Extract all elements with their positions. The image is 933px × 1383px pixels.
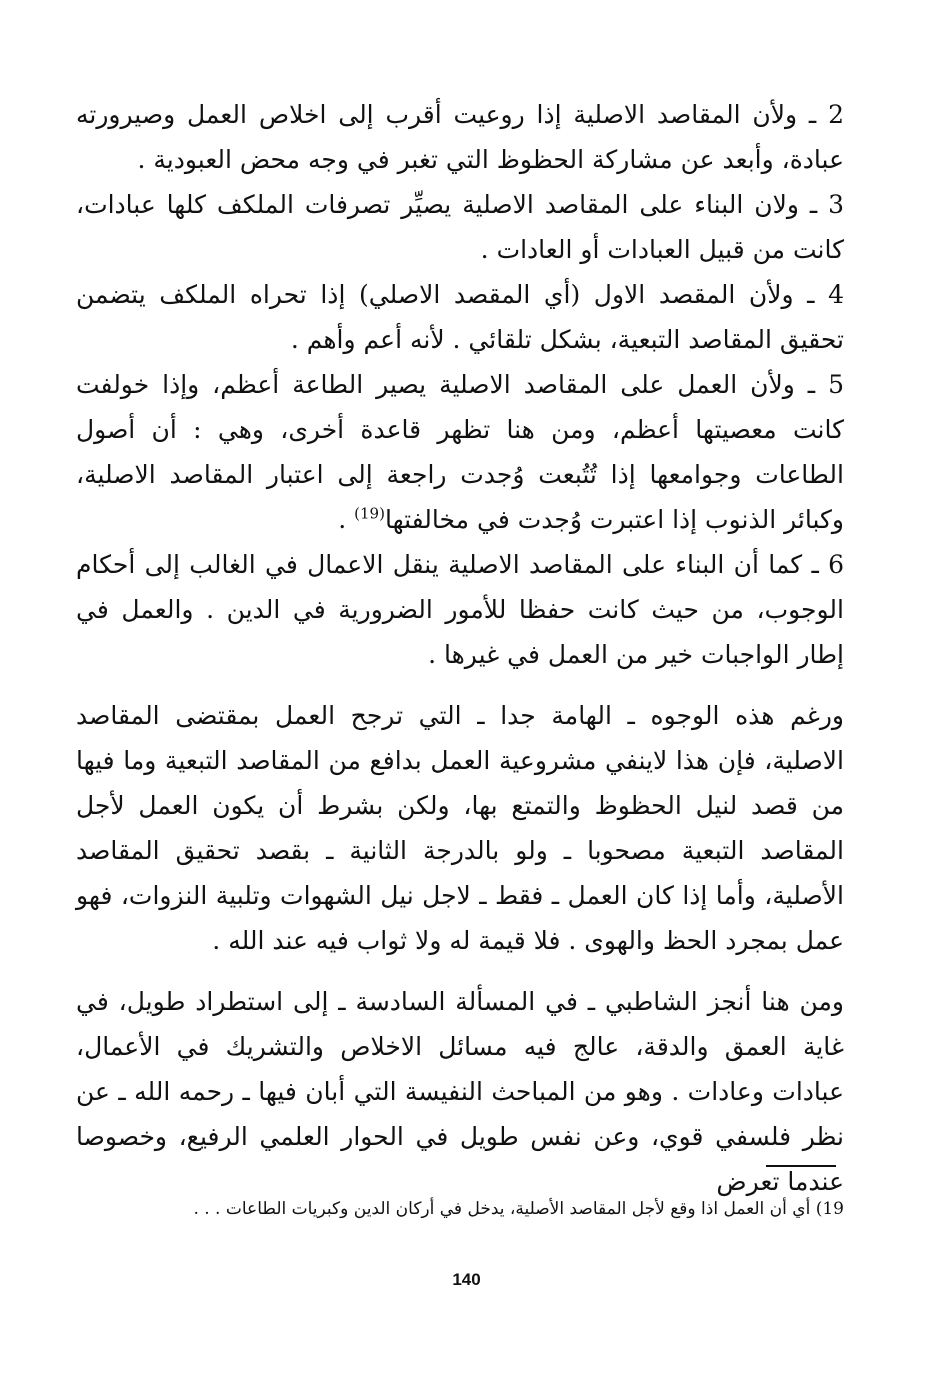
footnote: 19) أي أن العمل اذا وقع لأجل المقاصد الأصلية، يدخل في أركان الدين وكبريات الطاعات . . .: [193, 1199, 844, 1219]
paragraph-point-6: 6 ـ كما أن البناء على المقاصد الاصلية ينقل الاعمال في الغالب إلى أحكام الوجوب، من حيث كانت حفظا للأمور الضرورية في الدين . والعمل في إطار الواجبات خير من العمل في غيرها .: [76, 550, 844, 669]
footnote-reference: (19): [354, 504, 385, 523]
paragraph-point-5-text: 5 ـ ولأن العمل على المقاصد الاصلية يصير الطاعة أعظم، وإذا خولفت كانت معصيتها أعظم، ومن هنا تظهر قاعدة أخرى، وهي : أن أصول الطاعات وجوامعها إذا تُتُبعت وُجدت راجعة إلى اعتبار المقاصد الاصلية، وكبائر الذنوب إذا اعتبرت وُجدت في مخالفتها: [76, 370, 844, 534]
paragraph-point-2: 2 ـ ولأن المقاصد الاصلية إذا روعيت أقرب إلى اخلاص العمل وصيرورته عبادة، وأبعد عن مشاركة الحظوظ التي تغبر في وجه محض العبودية .: [76, 100, 844, 174]
footnote-divider: [766, 1165, 836, 1167]
paragraph-body-2: ومن هنا أنجز الشاطبي ـ في المسألة السادسة ـ إلى استطراد طويل، في غاية العمق والدقة، عالج فيه مسائل الاخلاص والتشريك في الأعمال، عبادات وعادات . وهو من المباحث النفيسة التي أبان فيها ـ رحمه الله ـ عن نظر فلسفي قوي، وعن نفس طويل في الحوار العلمي الرفيع، وخصوصا عندما تعرض: [76, 987, 844, 1196]
paragraph-point-5: [76, 362, 844, 542]
paragraph-point-5-end: .: [338, 505, 355, 534]
page-number: 140: [452, 1270, 481, 1289]
paragraph-body-1: ورغم هذه الوجوه ـ الهامة جدا ـ التي ترجح العمل بمقتضى المقاصد الاصلية، فإن هذا لاينفي مشروعية العمل بدافع من المقاصد التبعية وما فيها من قصد لنيل الحظوظ والتمتع بها، ولكن بشرط أن يكون العمل لأجل المقاصد التبعية مصحوبا ـ ولو بالدرجة الثانية ـ بقصد تحقيق المقاصد الأصلية، وأما إذا كان العمل ـ فقط ـ لاجل نيل الشهوات وتلبية النزوات، فهو عمل بمجرد الحظ والهوى . فلا قيمة له ولا ثواب فيه عند الله .: [76, 701, 844, 955]
main-text: [76, 92, 844, 1204]
paragraph-point-3: 3 ـ ولان البناء على المقاصد الاصلية يصيِّر تصرفات الملكف كلها عبادات، كانت من قبيل العبادات أو العادات .: [76, 190, 844, 264]
paragraph-point-4: 4 ـ ولأن المقصد الاول (أي المقصد الاصلي) إذا تحراه الملكف يتضمن تحقيق المقاصد التبعية، بشكل تلقائي . لأنه أعم وأهم .: [76, 280, 844, 354]
